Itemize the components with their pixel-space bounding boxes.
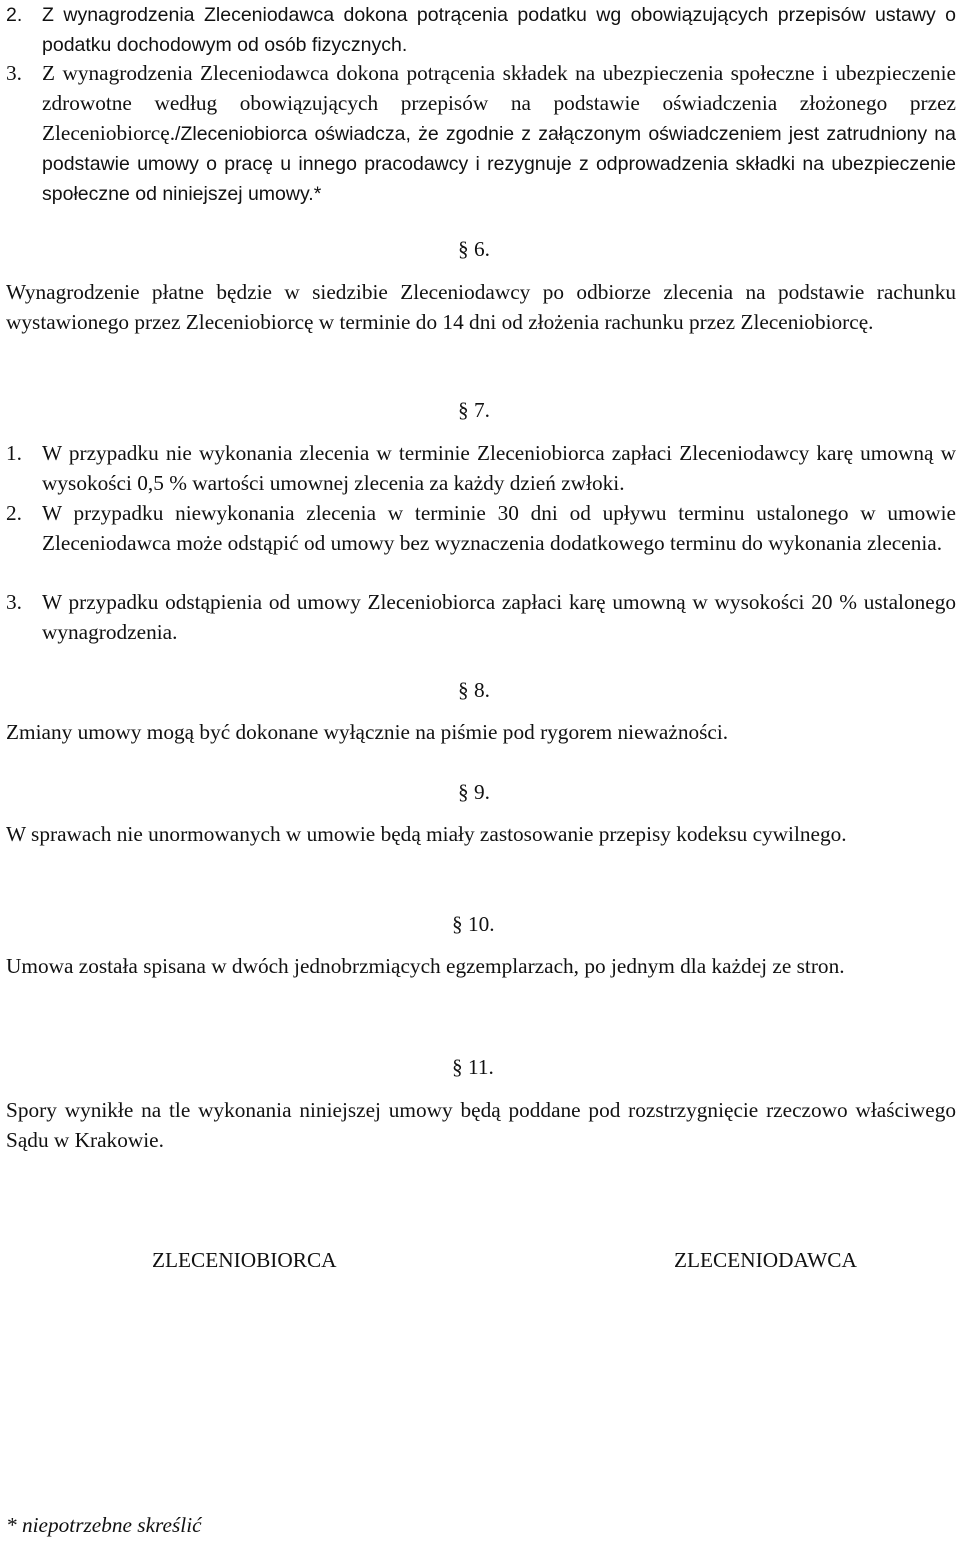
section-text: Spory wynikłe na tle wykonania niniejszej umowy będą poddane pod rozstrzygnięcie rzeczowo właściwego Sądu w Krakowie. [6,1098,956,1152]
item-text: W przypadku nie wykonania zlecenia w terminie Zleceniobiorca zapłaci Zleceniodawcy karę umowną w wysokości 0,5 % wartości umownej zlecenia za każdy dzień zwłoki. [42,441,956,495]
signature-label-right: ZLECENIODAWCA [674,1248,857,1272]
item-number: 2. [6,501,22,525]
section-heading: § 8. [458,678,490,702]
section-text: Umowa została spisana w dwóch jednobrzmiących egzemplarzach, po jednym dla każdej ze stron. [6,954,845,978]
list-item [6,587,956,647]
section-heading: § 6. [458,237,490,261]
item-text: W przypadku niewykonania zlecenia w terminie 30 dni od upływu terminu ustalonego w umowie Zleceniodawca może odstąpić od umowy bez wyznaczenia dodatkowego terminu do wykonania zlecenia. [42,501,956,555]
list-item [6,58,956,209]
section-heading: § 10. [452,912,495,936]
section-text: W sprawach nie unormowanych w umowie będą miały zastosowanie przepisy kodeksu cywilnego. [6,822,847,846]
item-text-sans: /Zleceniobiorca oświadcza, że zgodnie z załączonym oświadczeniem jest zatrudniony na podstawie umowy o pracę u innego pracodawcy i rezygnuje z odprowadzenia składki na ubezpieczenie społeczne od niniejszej umowy.* [42,123,956,205]
item-text: Z wynagrodzenia Zleceniodawca dokona potrącenia podatku wg obowiązujących przepisów ustawy o podatku dochodowym od osób fizycznych. [42,4,956,56]
list-item [6,498,956,558]
section-heading: § 7. [458,398,490,422]
list-item [6,0,956,60]
item-body [42,58,956,209]
signature-label-left: ZLECENIOBIORCA [152,1248,337,1272]
section-heading: § 9. [458,780,490,804]
section-heading: § 11. [452,1055,494,1079]
item-text-serif: Z wynagrodzenia Zleceniodawca dokona potrącenia składek na ubezpieczenia społeczne i ubezpieczenie zdrowotne według obowiązujących przepisów na podstawie oświadczenia złożonego przez Zleceniobiorcę. [42,61,956,145]
item-number: 3. [6,590,22,614]
list-item [6,438,956,498]
section-text: Wynagrodzenie płatne będzie w siedzibie Zleceniodawcy po odbiorze zlecenia na podstawie rachunku wystawionego przez Zleceniobiorcę w terminie do 14 dni od złożenia rachunku przez Zleceniobiorcę. [6,280,956,334]
footnote: * niepotrzebne skreślić [6,1513,202,1537]
item-number: 3. [6,61,22,85]
item-number: 1. [6,441,22,465]
item-number: 2. [6,4,23,26]
item-text: W przypadku odstąpienia od umowy Zleceniobiorca zapłaci karę umowną w wysokości 20 % ustalonego wynagrodzenia. [42,590,956,644]
section-text: Zmiany umowy mogą być dokonane wyłącznie na piśmie pod rygorem nieważności. [6,720,729,744]
